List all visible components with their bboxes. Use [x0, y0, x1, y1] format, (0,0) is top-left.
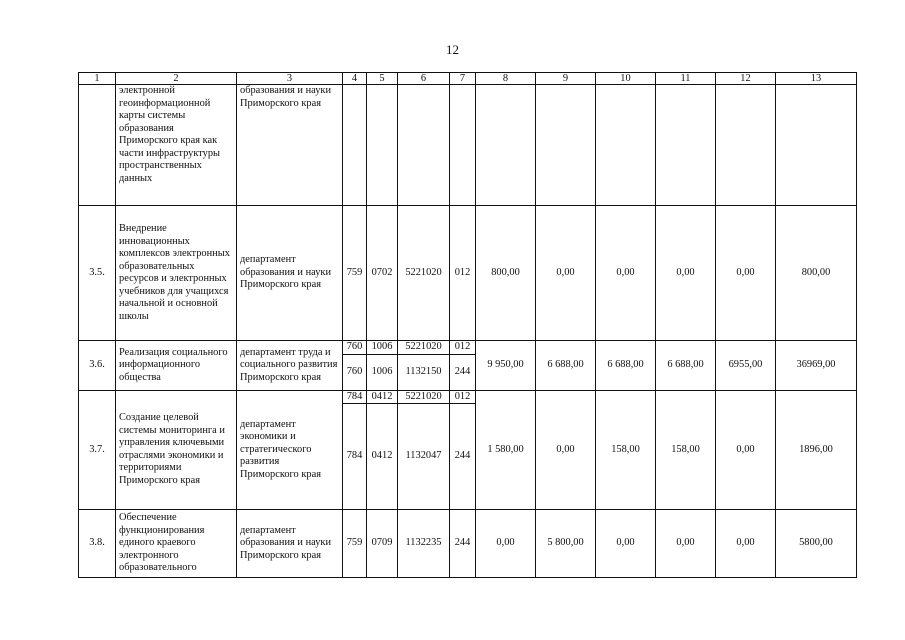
amount-cell: [536, 85, 596, 206]
amount-cell: 5 800,00: [536, 510, 596, 578]
code-cell: 5221020: [398, 390, 450, 404]
code-cell: 1132047: [398, 404, 450, 510]
amount-cell: 5800,00: [776, 510, 857, 578]
amount-cell: 800,00: [776, 206, 857, 341]
header-cell: 5: [367, 73, 398, 85]
code-cell: 0412: [367, 404, 398, 510]
amount-cell: 0,00: [716, 510, 776, 578]
amount-cell: 0,00: [476, 510, 536, 578]
code-cell: [398, 85, 450, 206]
code-cell: 759: [343, 510, 367, 578]
code-cell: 1006: [367, 354, 398, 390]
code-cell: 759: [343, 206, 367, 341]
amount-cell: 6955,00: [716, 341, 776, 391]
amount-cell: [656, 85, 716, 206]
amount-cell: 0,00: [596, 510, 656, 578]
header-cell: 13: [776, 73, 857, 85]
code-cell: 760: [343, 354, 367, 390]
header-cell: 10: [596, 73, 656, 85]
table-row: [79, 206, 857, 341]
code-cell: 012: [450, 341, 476, 355]
code-cell: [450, 85, 476, 206]
amount-cell: 0,00: [656, 206, 716, 341]
amount-cell: [476, 85, 536, 206]
code-cell: 760: [343, 341, 367, 355]
header-cell: 6: [398, 73, 450, 85]
code-cell: [367, 85, 398, 206]
executor: департамент образования и науки Приморского края: [237, 206, 343, 341]
executor: образования и науки Приморского края: [237, 85, 343, 206]
amount-cell: 0,00: [596, 206, 656, 341]
amount-cell: 6 688,00: [536, 341, 596, 391]
code-cell: 244: [450, 510, 476, 578]
header-cell: 12: [716, 73, 776, 85]
table-row: [79, 390, 857, 404]
table-row: [79, 341, 857, 355]
activity-name: Обеспечение функционирования единого краевого электронного образовательного: [116, 510, 237, 578]
budget-table: [78, 72, 857, 578]
activity-name: Создание целевой системы мониторинга и управления ключевыми отраслями экономики и территориями Приморского края: [116, 390, 237, 510]
activity-name: Внедрение инновационных комплексов электронных образовательных ресурсов и электронных учебников для учащихся начальной и основной школы: [116, 206, 237, 341]
code-cell: 244: [450, 354, 476, 390]
amount-cell: 0,00: [536, 390, 596, 510]
amount-cell: 6 688,00: [656, 341, 716, 391]
row-number: 3.8.: [79, 510, 116, 578]
amount-cell: [716, 85, 776, 206]
header-row: [79, 73, 857, 85]
amount-cell: 6 688,00: [596, 341, 656, 391]
amount-cell: 0,00: [656, 510, 716, 578]
amount-cell: [776, 85, 857, 206]
amount-cell: 158,00: [656, 390, 716, 510]
amount-cell: 0,00: [536, 206, 596, 341]
amount-cell: 800,00: [476, 206, 536, 341]
amount-cell: 1896,00: [776, 390, 857, 510]
amount-cell: 0,00: [716, 390, 776, 510]
code-cell: 0702: [367, 206, 398, 341]
code-cell: 244: [450, 404, 476, 510]
code-cell: 1132235: [398, 510, 450, 578]
row-number: [79, 85, 116, 206]
header-cell: 4: [343, 73, 367, 85]
code-cell: 0709: [367, 510, 398, 578]
executor: департамент образования и науки Приморского края: [237, 510, 343, 578]
code-cell: 0412: [367, 390, 398, 404]
amount-cell: 0,00: [716, 206, 776, 341]
code-cell: [343, 85, 367, 206]
code-cell: 012: [450, 390, 476, 404]
header-cell: 11: [656, 73, 716, 85]
header-cell: 8: [476, 73, 536, 85]
table-row: [79, 510, 857, 578]
code-cell: 5221020: [398, 341, 450, 355]
executor: департамент экономики и стратегического развития Приморского края: [237, 390, 343, 510]
code-cell: 1006: [367, 341, 398, 355]
row-number: 3.7.: [79, 390, 116, 510]
header-cell: 1: [79, 73, 116, 85]
row-number: 3.6.: [79, 341, 116, 391]
header-cell: 3: [237, 73, 343, 85]
row-number: 3.5.: [79, 206, 116, 341]
header-cell: 7: [450, 73, 476, 85]
header-cell: 9: [536, 73, 596, 85]
code-cell: 784: [343, 390, 367, 404]
code-cell: 1132150: [398, 354, 450, 390]
code-cell: 012: [450, 206, 476, 341]
amount-cell: 36969,00: [776, 341, 857, 391]
amount-cell: [596, 85, 656, 206]
activity-name: Реализация социального информационного общества: [116, 341, 237, 391]
code-cell: 5221020: [398, 206, 450, 341]
amount-cell: 1 580,00: [476, 390, 536, 510]
amount-cell: 9 950,00: [476, 341, 536, 391]
page-number: 12: [446, 42, 459, 57]
header-cell: 2: [116, 73, 237, 85]
table-row: [79, 85, 857, 206]
code-cell: 784: [343, 404, 367, 510]
amount-cell: 158,00: [596, 390, 656, 510]
activity-name: электронной геоинформационной карты системы образования Приморского края как части инфраструктуры пространственных данных: [116, 85, 237, 206]
executor: департамент труда и социального развития Приморского края: [237, 341, 343, 391]
